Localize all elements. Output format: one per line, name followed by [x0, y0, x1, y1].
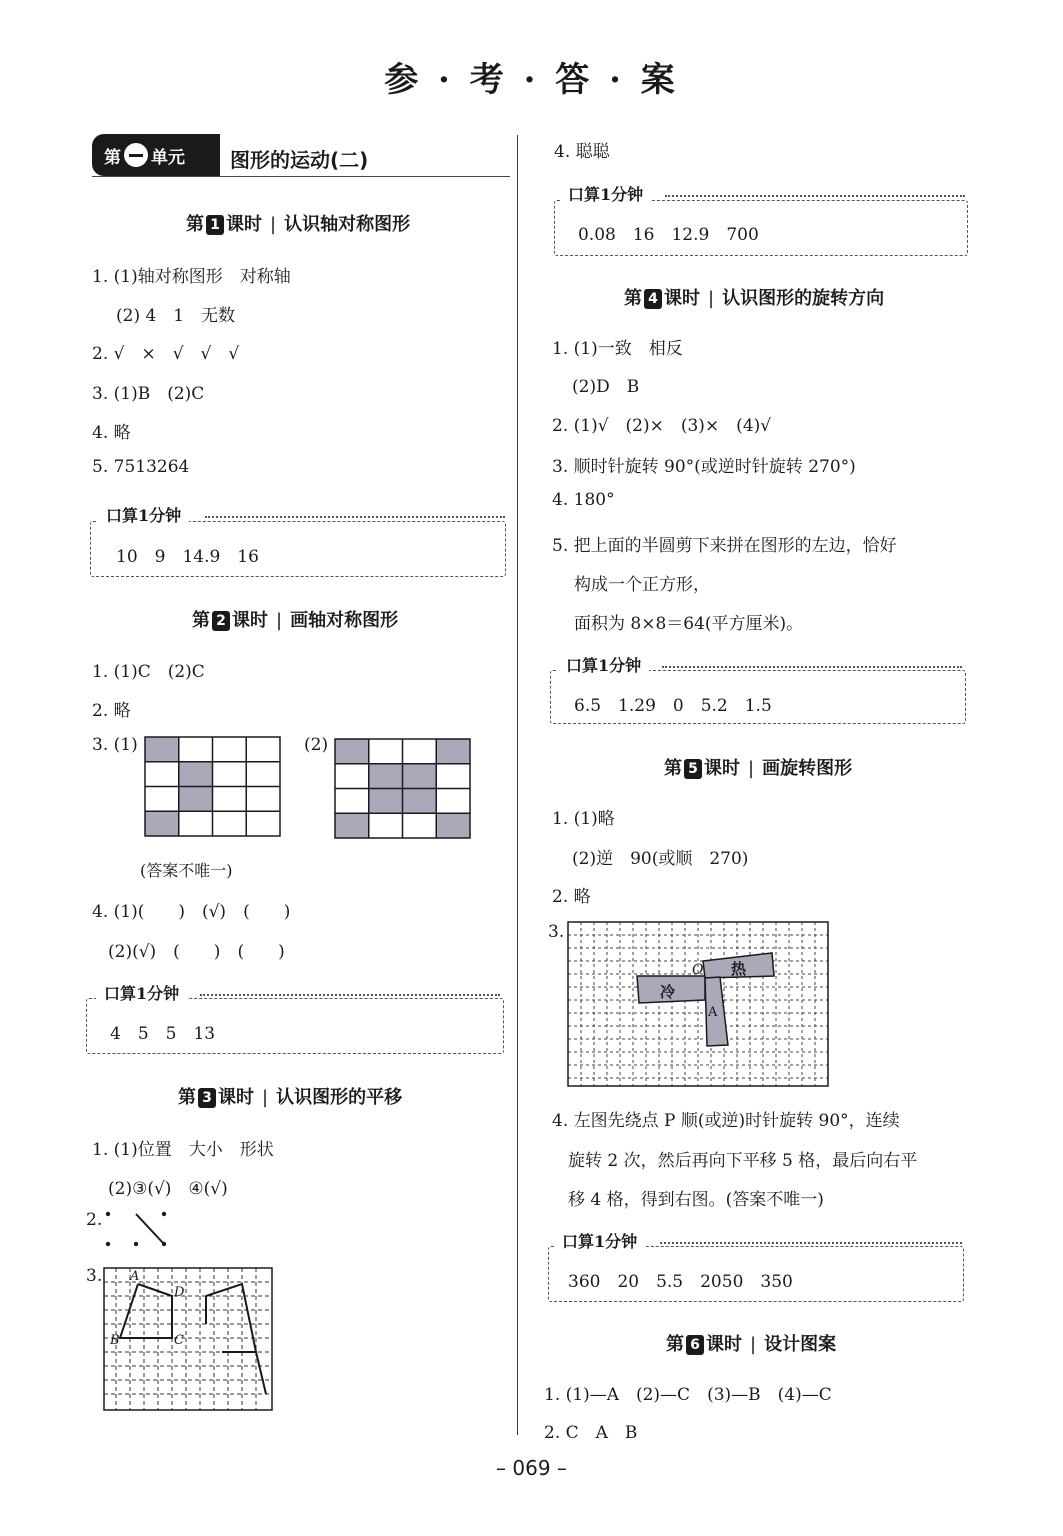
r-q4-congcong: 4. 聪聪 [554, 142, 610, 162]
r-top-oral-label: 口算1分钟 [560, 182, 651, 205]
lesson-name: 认识图形的平移 [276, 1087, 403, 1108]
shape-original [120, 1284, 172, 1338]
lesson-prefix: 第 [666, 1334, 684, 1355]
lesson-name: 认识图形的旋转方向 [722, 288, 885, 309]
lesson-number: 2 [212, 611, 230, 631]
unit-banner [92, 134, 220, 176]
lesson-number: 1 [206, 215, 224, 235]
page-number: – 069 – [496, 1456, 567, 1480]
shaded-cell [369, 789, 402, 813]
lesson-number: 6 [686, 1335, 704, 1355]
l4-oral-values: 6.5 1.29 0 5.2 1.5 [574, 696, 772, 716]
l1-oral-values: 10 9 14.9 16 [116, 547, 259, 567]
l1-q2: 2. √ × √ √ √ [92, 344, 240, 364]
lesson-bar: | [708, 288, 715, 309]
l5-q4c: 移 4 格，得到右图。(答案不唯一) [568, 1190, 824, 1210]
l2-q3-2: (2) [304, 735, 329, 755]
lesson-prefix: 第 [178, 1087, 196, 1108]
dot [106, 1242, 110, 1246]
answer-line [136, 1214, 164, 1244]
l4-q5c: 面积为 8×8＝64(平方厘米)。 [574, 614, 804, 634]
l2-q3-1: 3. (1) [92, 735, 138, 755]
lesson-2-heading [192, 606, 398, 632]
lesson-number: 3 [198, 1088, 216, 1108]
dot [106, 1212, 110, 1216]
rotation-grid [566, 920, 830, 1088]
l3-q2: 2. [86, 1210, 103, 1230]
lesson-name: 画轴对称图形 [290, 610, 399, 631]
shaded-cell [335, 739, 368, 763]
translation-grid [102, 1266, 274, 1412]
l5-oral-label: 口算1分钟 [554, 1229, 645, 1252]
lesson-keshi: 课时 [218, 1087, 254, 1108]
l4-oral-label: 口算1分钟 [558, 653, 649, 676]
lesson-name: 认识轴对称图形 [284, 214, 411, 235]
lesson-bar: | [262, 1087, 269, 1108]
l3-q1b: (2)③(√) ④(√) [108, 1179, 228, 1199]
page-title: 参 · 考 · 答 · 案 [384, 60, 679, 100]
oral-dots [205, 516, 505, 518]
lesson-name: 画旋转图形 [762, 758, 853, 779]
lesson-bar: | [276, 610, 283, 631]
l1-q5: 5. 7513264 [92, 457, 190, 477]
oral-dots [662, 666, 962, 668]
r-top-oral-values: 0.08 16 12.9 700 [578, 225, 759, 245]
shaded-cell [369, 764, 402, 788]
shaded-cell [403, 789, 436, 813]
l4-q3: 3. 顺时针旋转 90°(或逆时针旋转 270°) [552, 457, 856, 477]
l5-q3: 3. [548, 922, 565, 942]
shaded-cell [437, 814, 470, 838]
l3-q1a: 1. (1)位置 大小 形状 [92, 1140, 274, 1160]
l5-oral-values: 360 20 5.5 2050 350 [568, 1272, 793, 1292]
l5-q4a: 4. 左图先绕点 P 顺(或逆)时针旋转 90°，连续 [552, 1111, 900, 1131]
l4-q2: 2. (1)√ (2)× (3)× (4)√ [552, 416, 772, 436]
lesson-prefix: 第 [624, 288, 642, 309]
lesson-3-heading [178, 1083, 402, 1109]
lesson-keshi: 课时 [706, 1334, 742, 1355]
l1-q3: 3. (1)B (2)C [92, 384, 205, 404]
lesson-6-heading [666, 1330, 836, 1356]
l5-q4b: 旋转 2 次，然后再向下平移 5 格，最后向右平 [568, 1151, 918, 1171]
l4-q5b: 构成一个正方形， [574, 575, 710, 595]
dot [162, 1212, 166, 1216]
lesson-name: 设计图案 [764, 1334, 837, 1355]
l1-oral-label: 口算1分钟 [98, 503, 189, 526]
column-divider [517, 135, 518, 1435]
lesson-bar: | [750, 1334, 757, 1355]
unit-suffix: 单元 [151, 147, 185, 168]
l2-q4b: (2)(√) ( ) ( ) [108, 942, 285, 962]
shape-translated-edge [256, 1352, 266, 1394]
lesson-keshi: 课时 [232, 610, 268, 631]
l2-oral-label: 口算1分钟 [96, 981, 187, 1004]
lesson-bar: | [270, 214, 277, 235]
l5-q1a: 1. (1)略 [552, 809, 615, 829]
l5-q1b: (2)逆 90(或顺 270) [572, 849, 749, 869]
unit-title: 图形的运动(二) [230, 148, 369, 172]
l2-note: (答案不唯一) [140, 861, 233, 880]
l2-q1: 1. (1)C (2)C [92, 662, 205, 682]
label-hot: 热 [731, 960, 747, 978]
lesson-prefix: 第 [186, 214, 204, 235]
l6-q2: 2. C A B [544, 1423, 638, 1443]
shaded-cell [145, 811, 178, 836]
l2-q2: 2. 略 [92, 701, 131, 721]
l2-q4a: 4. (1)( ) (√) ( ) [92, 902, 291, 922]
l4-q5a: 5. 把上面的半圆剪下来拼在图形的左边，恰好 [552, 536, 897, 556]
lesson-4-heading [624, 284, 884, 310]
l6-q1: 1. (1)—A (2)—C (3)—B (4)—C [544, 1385, 832, 1405]
l5-q2: 2. 略 [552, 887, 591, 907]
lesson-1-heading [186, 210, 410, 236]
lesson-prefix: 第 [192, 610, 210, 631]
dots-diagram [100, 1208, 180, 1252]
l2-oral-values: 4 5 5 13 [110, 1024, 216, 1044]
label-o: O [692, 962, 704, 978]
l4-q1b: (2)D B [572, 377, 640, 397]
dot [134, 1242, 138, 1246]
symmetry-grid-1 [144, 736, 282, 838]
lesson-number: 4 [644, 289, 662, 309]
label-d: D [174, 1285, 185, 1300]
l4-q4: 4. 180° [552, 490, 615, 510]
label-a: A [130, 1269, 140, 1284]
lesson-number: 5 [684, 759, 702, 779]
l1-q4: 4. 略 [92, 423, 131, 443]
oral-dots [665, 195, 965, 197]
oral-dots [200, 994, 500, 996]
unit-underline [92, 176, 510, 177]
lesson-keshi: 课时 [664, 288, 700, 309]
l1-q1b: (2) 4 1 无数 [116, 306, 236, 326]
label-b: B [110, 1333, 120, 1348]
shaded-cell [335, 814, 368, 838]
shaded-cell [179, 762, 212, 786]
l4-q1a: 1. (1)一致 相反 [552, 339, 683, 359]
lesson-5-heading [664, 754, 852, 780]
label-c: C [174, 1333, 184, 1348]
l1-q1a: 1. (1)轴对称图形 对称轴 [92, 267, 291, 287]
unit-number-one-icon [124, 143, 148, 167]
shaded-cell [403, 764, 436, 788]
symmetry-grid-2 [334, 738, 472, 840]
lesson-keshi: 课时 [226, 214, 262, 235]
shaded-cell [145, 737, 178, 761]
label-a: A [708, 1005, 718, 1020]
lesson-keshi: 课时 [704, 758, 740, 779]
lesson-prefix: 第 [664, 758, 682, 779]
shaded-cell [437, 739, 470, 763]
oral-dots [660, 1242, 962, 1244]
l3-q3: 3. [86, 1266, 103, 1286]
label-cold: 冷 [660, 983, 676, 1001]
unit-prefix: 第 [104, 147, 121, 168]
shaded-cell [179, 786, 212, 811]
lesson-bar: | [748, 758, 755, 779]
